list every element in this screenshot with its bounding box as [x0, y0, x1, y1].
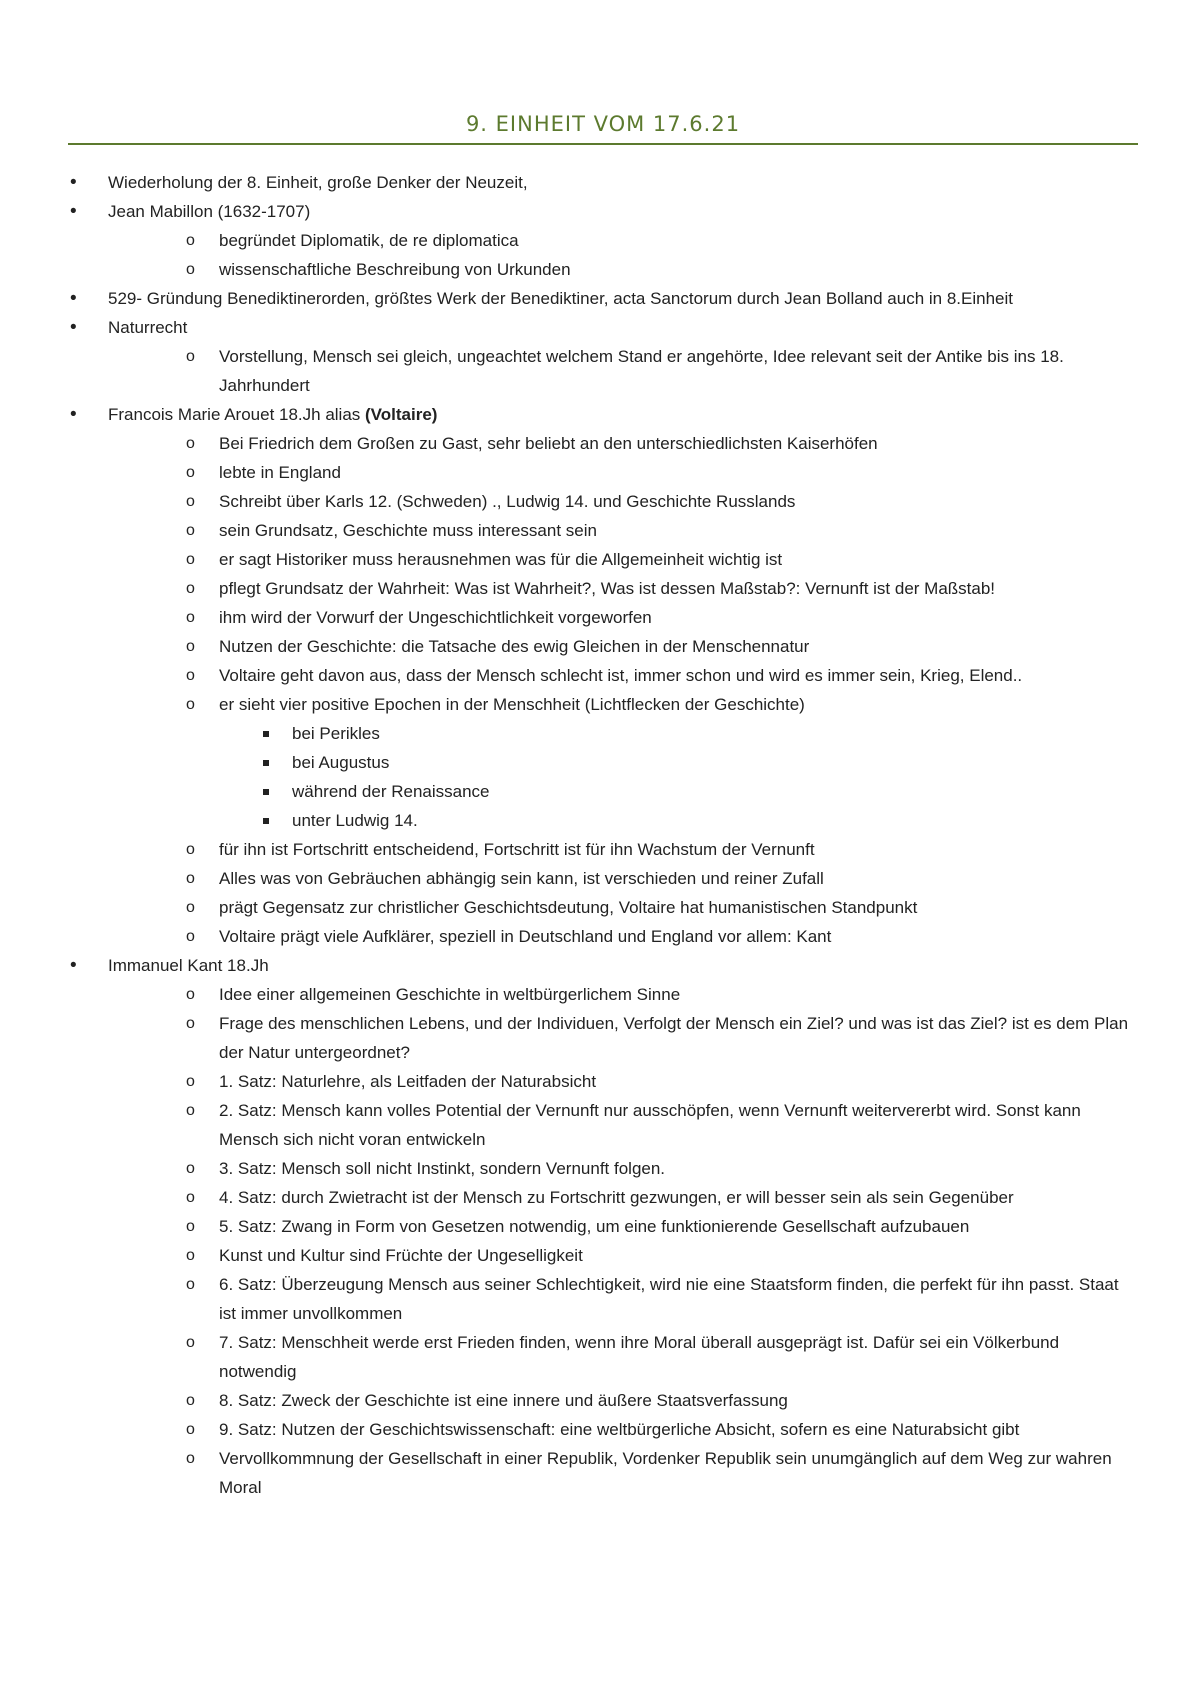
- sub-list: [108, 429, 1140, 951]
- list-item: • Wiederholung der 8. Einheit, große Denker der Neuzeit,: [0, 168, 1200, 197]
- list-item: • Francois Marie Arouet 18.Jh alias (Voltaire) o Bei Friedrich dem Großen zu Gast, sehr beliebt an den unterschiedlichsten Kaiserhöfen o lebte in England o Schreibt über Karls 12. (Schweden) ., Ludwig 14. und Geschichte Russlands o sein Grundsatz, Geschichte muss interessant sein o er sagt Historiker muss herausnehmen was für die Allgemeinheit wichtig ist o pflegt Grundsatz der Wahrheit: Was ist Wahrheit?, Was ist dessen Maßstab?: Vernunft ist der Maßstab! o ihm wird der Vorwurf der Ungeschichtlichkeit vorgeworfen o Nutzen der Geschichte: die Tatsache des ewig Gleichen in der Menschennatur o Voltaire geht davon aus, dass der Mensch schlecht ist, immer schon und wird es immer sein, Krieg, Elend.. o er sieht vier positive Epochen in der Menschheit (Lichtflecken der Geschichte) bei Perikles bei Augustus während der Renaissance unter Ludwig 14. o für ihn ist Fortschritt entscheidend, Fortschritt ist für ihn Wachstum der Vernunft o Alles was von Gebräuchen abhängig sein kann, ist verschieden und reiner Zufall o prägt Gegensatz zur christlicher Geschichtsdeutung, Voltaire hat humanistischen Standpunkt o Voltaire prägt viele Aufklärer, speziell in Deutschland und England vor allem: Kant: [0, 400, 1200, 951]
- sub-list: [108, 226, 1140, 284]
- sub-item: o 8. Satz: Zweck der Geschichte ist eine innere und äußere Staatsverfassung: [186, 1391, 788, 1410]
- title-underline: [68, 143, 1138, 145]
- sub-item: o für ihn ist Fortschritt entscheidend, Fortschritt ist für ihn Wachstum der Vernunft: [186, 840, 815, 859]
- sub-list: [108, 980, 1140, 1502]
- sub-item: o Nutzen der Geschichte: die Tatsache des ewig Gleichen in der Menschennatur: [186, 637, 810, 656]
- epoch-item: unter Ludwig 14.: [292, 806, 1140, 835]
- sub-item: o lebte in England: [186, 463, 341, 482]
- epoch-list: [219, 719, 1140, 835]
- sub-item: o 1. Satz: Naturlehre, als Leitfaden der Naturabsicht: [186, 1072, 597, 1091]
- list-item: • 529- Gründung Benediktinerorden, größtes Werk der Benediktiner, acta Sanctorum durch Jean Bolland auch in 8.Einheit: [0, 284, 1200, 313]
- sub-item: o Kunst und Kultur sind Früchte der Ungeselligkeit: [186, 1246, 583, 1265]
- list-item: • Immanuel Kant 18.Jh o Idee einer allgemeinen Geschichte in weltbürgerlichem Sinne o Frage des menschlichen Lebens, und der Individuen, Verfolgt der Mensch ein Ziel? und was ist das Ziel? ist es dem Plan der Natur untergeordnet? o 1. Satz: Naturlehre, als Leitfaden der Naturabsicht o 2. Satz: Mensch kann volles Potential der Vernunft nur ausschöpfen, wenn Vernunft weitervererbt wird. Sonst kann Mensch sich nicht voran entwickeln o 3. Satz: Mensch soll nicht Instinkt, sondern Vernunft folgen. o 4. Satz: durch Zwietracht ist der Mensch zu Fortschritt gezwungen, er will besser sein als sein Gegenüber o 5. Satz: Zwang in Form von Gesetzen notwendig, um eine funktionierende Gesellschaft aufzubauen o Kunst und Kultur sind Früchte der Ungeselligkeit o 6. Satz: Überzeugung Mensch aus seiner Schlechtigkeit, wird nie eine Staatsform finden, die perfekt für ihn passt. Staat ist immer unvollkommen o 7. Satz: Menschheit werde erst Frieden finden, wenn ihre Moral überall ausgeprägt ist. Dafür sei ein Völkerbund notwendig o 8. Satz: Zweck der Geschichte ist eine innere und äußere Staatsverfassung o 9. Satz: Nutzen der Geschichtswissenschaft: eine weltbürgerliche Absicht, sofern es eine Naturabsicht gibt o Vervollkommnung der Gesellschaft in einer Republik, Vordenker Republik sein unumgänglich auf dem Weg zur wahren Moral: [0, 951, 1200, 1502]
- sub-item: o Schreibt über Karls 12. (Schweden) ., Ludwig 14. und Geschichte Russlands: [186, 492, 796, 511]
- sub-item: o Idee einer allgemeinen Geschichte in weltbürgerlichem Sinne: [186, 985, 681, 1004]
- sub-item: o begründet Diplomatik, de re diplomatica: [186, 231, 519, 250]
- sub-item: o Vervollkommnung der Gesellschaft in einer Republik, Vordenker Republik sein unumgänglich auf dem Weg zur wahren Moral: [186, 1449, 1112, 1497]
- notes-list: [0, 168, 1200, 1502]
- sub-item: o 9. Satz: Nutzen der Geschichtswissenschaft: eine weltbürgerliche Absicht, sofern es eine Naturabsicht gibt: [186, 1420, 1020, 1439]
- sub-item: o Alles was von Gebräuchen abhängig sein kann, ist verschieden und reiner Zufall: [186, 869, 824, 888]
- sub-item: o pflegt Grundsatz der Wahrheit: Was ist Wahrheit?, Was ist dessen Maßstab?: Vernunft ist der Maßstab!: [186, 579, 996, 598]
- sub-item: o 2. Satz: Mensch kann volles Potential der Vernunft nur ausschöpfen, wenn Vernunft weitervererbt wird. Sonst kann Mensch sich nicht voran entwickeln: [186, 1101, 1081, 1149]
- sub-item: o prägt Gegensatz zur christlicher Geschichtsdeutung, Voltaire hat humanistischen Standpunkt: [186, 898, 918, 917]
- sub-item: o Voltaire geht davon aus, dass der Mensch schlecht ist, immer schon und wird es immer sein, Krieg, Elend..: [186, 666, 1023, 685]
- sub-item: o 5. Satz: Zwang in Form von Gesetzen notwendig, um eine funktionierende Gesellschaft aufzubauen: [186, 1217, 970, 1236]
- sub-item: o ihm wird der Vorwurf der Ungeschichtlichkeit vorgeworfen: [186, 608, 652, 627]
- sub-item: o Bei Friedrich dem Großen zu Gast, sehr beliebt an den unterschiedlichsten Kaiserhöfen: [186, 434, 878, 453]
- sub-item: o 4. Satz: durch Zwietracht ist der Mensch zu Fortschritt gezwungen, er will besser sein als sein Gegenüber: [186, 1188, 1014, 1207]
- epoch-item: bei Perikles: [292, 719, 1140, 748]
- sub-item: o Vorstellung, Mensch sei gleich, ungeachtet welchem Stand er angehörte, Idee relevant seit der Antike bis ins 18. Jahrhundert: [186, 347, 1064, 395]
- sub-item: o er sagt Historiker muss herausnehmen was für die Allgemeinheit wichtig ist: [186, 550, 783, 569]
- sub-item: o Frage des menschlichen Lebens, und der Individuen, Verfolgt der Mensch ein Ziel? und was ist das Ziel? ist es dem Plan der Natur untergeordnet?: [186, 1014, 1129, 1062]
- sub-item: o 3. Satz: Mensch soll nicht Instinkt, sondern Vernunft folgen.: [186, 1159, 666, 1178]
- list-item: • Jean Mabillon (1632-1707) o begründet Diplomatik, de re diplomatica o wissenschaftliche Beschreibung von Urkunden: [0, 197, 1200, 284]
- sub-item: o wissenschaftliche Beschreibung von Urkunden: [186, 260, 571, 279]
- sub-item: o 6. Satz: Überzeugung Mensch aus seiner Schlechtigkeit, wird nie eine Staatsform finden, die perfekt für ihn passt. Staat ist immer unvollkommen: [186, 1275, 1119, 1323]
- sub-item: o sein Grundsatz, Geschichte muss interessant sein: [186, 521, 597, 540]
- sub-item: o Voltaire prägt viele Aufklärer, speziell in Deutschland und England vor allem: Kant: [186, 927, 832, 946]
- epoch-item: während der Renaissance: [292, 777, 1140, 806]
- sub-list: [108, 342, 1140, 400]
- sub-item: o 7. Satz: Menschheit werde erst Frieden finden, wenn ihre Moral überall ausgeprägt ist. Dafür sei ein Völkerbund notwendig: [186, 1333, 1060, 1381]
- voltaire-label: (Voltaire): [365, 405, 438, 424]
- epoch-item: bei Augustus: [292, 748, 1140, 777]
- page-title: 9. EINHEIT VOM 17.6.21: [465, 112, 741, 136]
- list-item: • Naturrecht o Vorstellung, Mensch sei gleich, ungeachtet welchem Stand er angehörte, Idee relevant seit der Antike bis ins 18. Jahrhundert: [0, 313, 1200, 400]
- sub-item: o er sieht vier positive Epochen in der Menschheit (Lichtflecken der Geschichte) bei Perikles bei Augustus während der Renaissance unter Ludwig 14.: [219, 690, 1140, 835]
